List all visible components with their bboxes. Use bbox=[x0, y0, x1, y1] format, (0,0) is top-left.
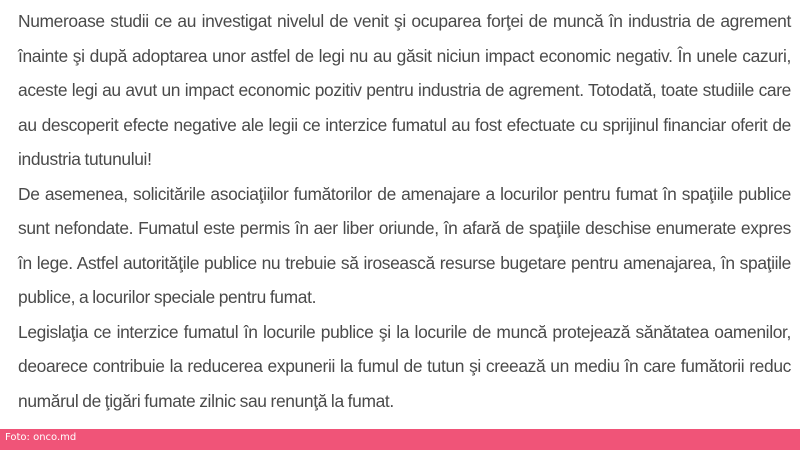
photo-caption-bar bbox=[0, 429, 800, 450]
article-body bbox=[18, 4, 791, 418]
article-paragraph: De asemenea, solicitările asociaţiilor fumătorilor de amenajare a locurilor pentru fumat în spaţiile publice sunt nefondate. Fumatul este permis în aer liber oriunde, în afară de spaţiile deschise enumerate expres în lege. Astfel autorităţile publice nu trebuie să irosească resurse bugetare pentru amenajarea, în spaţiile publice, a locurilor speciale pentru fumat. bbox=[18, 183, 791, 307]
photo-credit: Foto: onco.md bbox=[5, 432, 77, 443]
article-paragraph: Numeroase studii ce au investigat nivelul de venit şi ocuparea forţei de muncă în industria de agrement înainte şi după adoptarea unor astfel de legi nu au găsit niciun impact economic negativ. În unele cazuri, aceste legi au avut un impact economic pozitiv pentru industria de agrement. Totodată, toate studiile care au descoperit efecte negative ale legii ce interzice fumatul au fost efectuate cu sprijinul financiar oferit de industria tutunului! bbox=[18, 11, 791, 169]
article-paragraph: Legislaţia ce interzice fumatul în locurile publice şi la locurile de muncă protejează sănătatea oamenilor, deoarece contribuie la reducerea expunerii la fumul de tutun şi creează un mediu în care fumătorii reduc numărul de ţigări fumate zilnic sau renunţă la fumat. bbox=[18, 321, 791, 411]
